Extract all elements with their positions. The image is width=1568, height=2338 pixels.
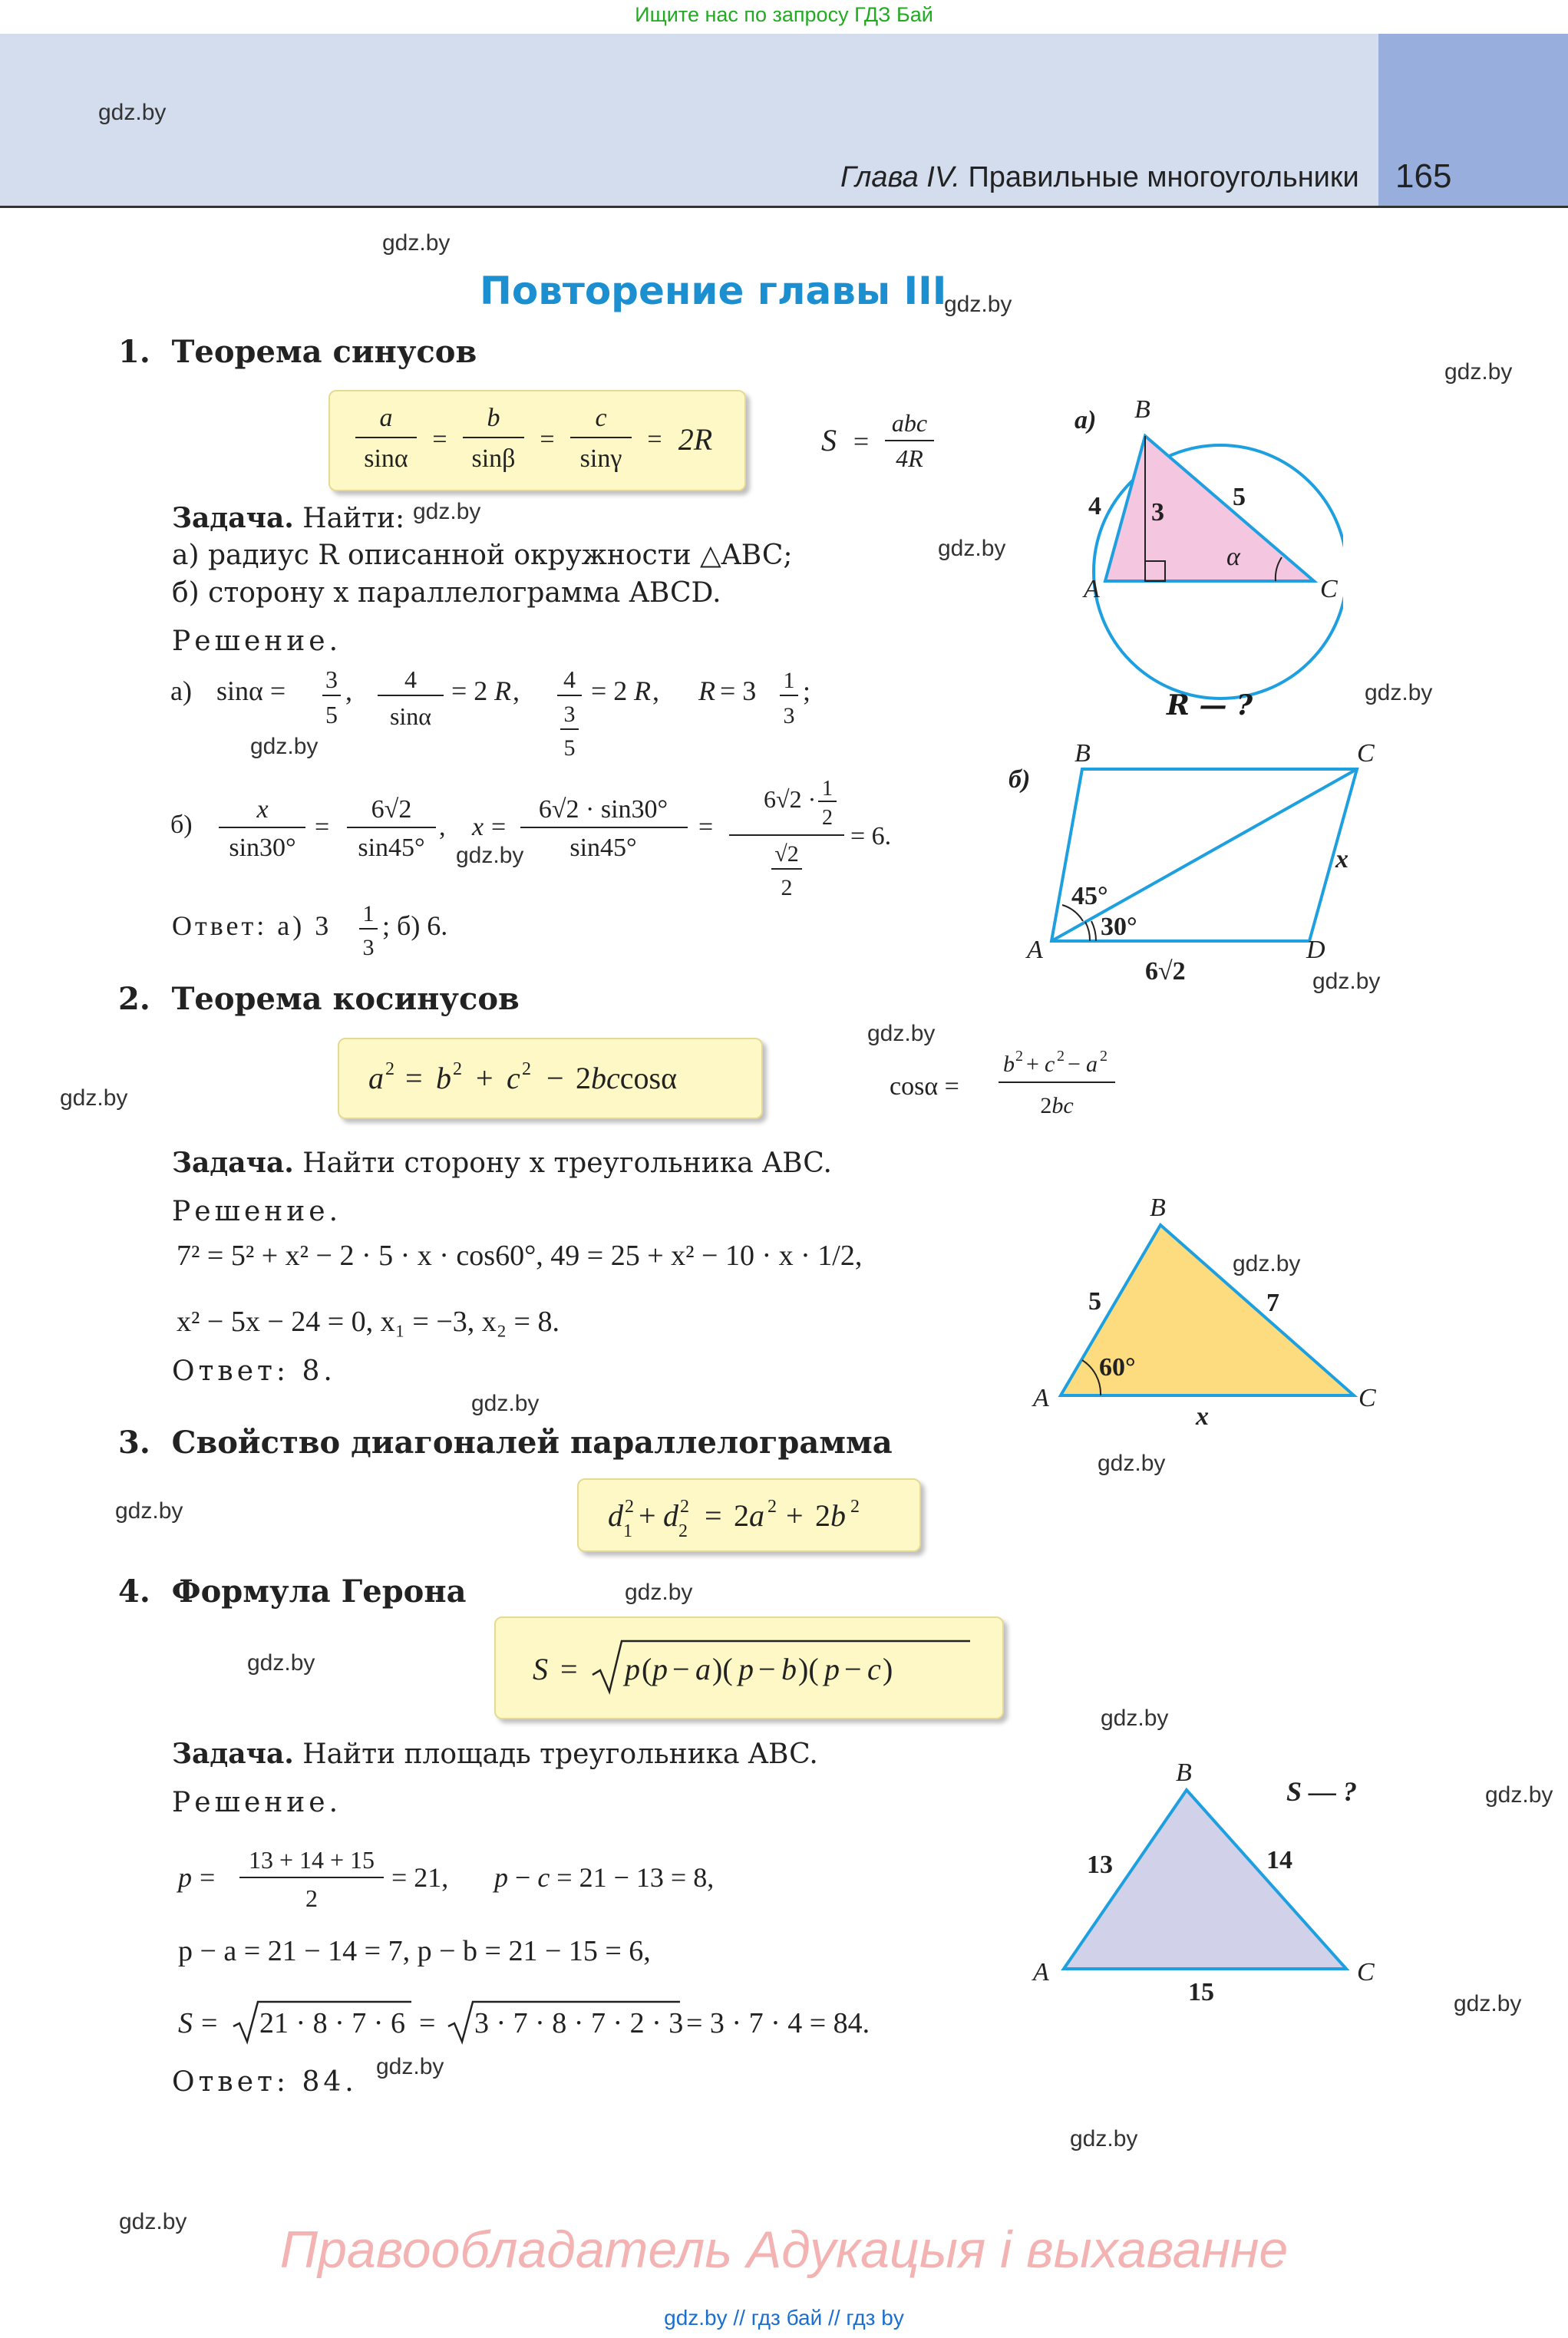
svg-text:+: + <box>476 1061 494 1095</box>
svg-text:2R: 2R <box>678 422 713 457</box>
svg-text:sinα: sinα <box>364 444 408 473</box>
svg-text:,: , <box>439 813 446 841</box>
svg-text:2a: 2a <box>734 1498 764 1533</box>
watermark: gdz.by <box>625 1580 693 1605</box>
bottom-links[interactable]: gdz.by // гдз бай // гдз by <box>664 2306 904 2330</box>
svg-text:2bccosα: 2bccosα <box>576 1061 678 1095</box>
task-1-item-a: а) радиус R описанной окружности △ABC; <box>172 540 793 571</box>
svg-text:=: = <box>201 2007 218 2039</box>
vertex-b: B <box>1176 1758 1192 1787</box>
svg-text:2: 2 <box>1100 1048 1108 1065</box>
svg-text:=: = <box>432 425 447 454</box>
svg-text:x: x <box>256 795 269 824</box>
watermark: gdz.by <box>938 536 1006 561</box>
header-rule <box>0 206 1568 208</box>
chapter-number: Глава IV. <box>840 161 960 193</box>
svg-text:p: p <box>178 1862 192 1893</box>
svg-text:−: − <box>844 1652 862 1686</box>
svg-text:−: − <box>672 1652 690 1686</box>
svg-text:=: = <box>560 1652 578 1686</box>
chapter-name: Правильные многоугольники <box>968 161 1359 193</box>
vertex-d: D <box>1306 936 1325 964</box>
svg-text:1: 1 <box>822 777 833 801</box>
svg-text:)(: )( <box>712 1652 733 1686</box>
svg-text:2: 2 <box>822 806 833 830</box>
watermark: gdz.by <box>1365 680 1433 705</box>
svg-text:,: , <box>345 675 352 706</box>
svg-text:c: c <box>595 404 607 432</box>
vertex-c: C <box>1320 575 1338 603</box>
svg-text:2: 2 <box>1015 1048 1023 1065</box>
watermark: gdz.by <box>1444 359 1513 385</box>
svg-text:2: 2 <box>678 1521 688 1541</box>
watermark: gdz.by <box>944 292 1012 317</box>
watermark: gdz.by <box>250 734 319 759</box>
svg-text:−: − <box>1068 1052 1081 1077</box>
section-1-heading <box>118 334 477 370</box>
cosine-theorem-formula <box>338 1038 760 1116</box>
svg-text:(: ( <box>642 1652 652 1686</box>
svg-text:R: R <box>698 675 715 706</box>
side-ab-label: 4 <box>1088 492 1101 520</box>
svg-text:p: p <box>625 1652 640 1686</box>
svg-text:= 3 · 7 · 4 = 84.: = 3 · 7 · 4 = 84. <box>686 2007 870 2039</box>
task-text: Найти площадь треугольника ABC. <box>302 1739 818 1770</box>
figure-label: а) <box>1074 406 1097 434</box>
svg-text:2: 2 <box>305 1884 318 1912</box>
svg-text:3 · 7 · 8 · 7 · 2 · 3: 3 · 7 · 8 · 7 · 2 · 3 <box>474 2007 684 2039</box>
svg-text:Ответ: а) 3: Ответ: а) 3 <box>172 910 332 941</box>
watermark: gdz.by <box>1070 2126 1138 2151</box>
svg-text:d: d <box>663 1498 678 1533</box>
side-bc-label: 5 <box>1233 483 1246 511</box>
svg-text:+: + <box>639 1498 656 1533</box>
watermark: gdz.by <box>413 499 481 524</box>
section-number: 3. <box>118 1425 150 1461</box>
triangle-area-formula <box>814 399 952 476</box>
svg-text:4: 4 <box>404 665 417 693</box>
angle-label: 60° <box>1099 1353 1136 1382</box>
svg-text:√2: √2 <box>774 841 799 867</box>
watermark: gdz.by <box>382 230 451 256</box>
top-search-note: Ищите нас по запросу ГДЗ Бай <box>635 3 933 26</box>
svg-text:= 2: = 2 <box>591 675 628 706</box>
side-ac-label: x <box>1196 1402 1209 1431</box>
watermark: gdz.by <box>1312 969 1381 994</box>
svg-text:x: x <box>472 813 484 841</box>
task-text: Найти: <box>302 503 405 534</box>
section-number: 1. <box>118 334 150 370</box>
solution-2-line-1: 7² = 5² + x² − 2 · 5 · x · cos60°, 49 = 25 + x² − 10 · x · 1/2, <box>177 1240 863 1272</box>
watermark: gdz.by <box>867 1021 936 1046</box>
svg-text:sinβ: sinβ <box>471 444 516 473</box>
svg-text:=: = <box>540 425 555 454</box>
svg-text:13 + 14 + 15: 13 + 14 + 15 <box>248 1846 375 1874</box>
solution-4-line-3 <box>173 1986 941 2056</box>
side-bc-label: 7 <box>1266 1289 1279 1317</box>
svg-text:1: 1 <box>362 901 375 926</box>
task-4-statement <box>172 1738 818 1770</box>
svg-text:3: 3 <box>563 702 576 727</box>
svg-text:4R: 4R <box>896 444 923 472</box>
vertex-b: B <box>1074 739 1091 768</box>
figure-parallelogram <box>1005 737 1405 998</box>
side-x-label: x <box>1335 845 1348 873</box>
svg-text:2: 2 <box>625 1497 634 1517</box>
side-ac-label: 15 <box>1188 1978 1214 2006</box>
solution-label: Решение. <box>172 626 342 657</box>
task-1-item-b: б) сторону x параллелограмма ABCD. <box>172 577 721 609</box>
answer-2: Ответ: 8. <box>172 1356 336 1387</box>
watermark: gdz.by <box>1098 1451 1166 1476</box>
svg-text:b: b <box>487 404 500 432</box>
svg-text:p: p <box>738 1652 754 1686</box>
watermark: gdz.by <box>98 100 167 125</box>
svg-text:4: 4 <box>563 665 576 693</box>
watermark: gdz.by <box>456 843 524 868</box>
section-number: 4. <box>118 1574 150 1610</box>
page-number: 165 <box>1395 157 1452 195</box>
figure-heron-triangle <box>1021 1750 1420 2011</box>
svg-text:6√2 ·: 6√2 · <box>764 785 817 813</box>
svg-text:2: 2 <box>453 1059 462 1079</box>
solution-4-line-1 <box>173 1834 803 1919</box>
sine-theorem-formula <box>328 390 743 488</box>
watermark: gdz.by <box>247 1650 315 1676</box>
task-label: Задача. <box>172 1147 294 1179</box>
svg-text:=: = <box>315 813 330 841</box>
watermark: gdz.by <box>1233 1251 1301 1276</box>
svg-text:a: a <box>1086 1052 1098 1077</box>
svg-text:3: 3 <box>325 665 338 693</box>
solution-1b-equations <box>169 768 936 906</box>
copyright-watermark: Правообладатель Адукацыя і выхаванне <box>279 2221 1289 2279</box>
heron-formula <box>494 1616 1001 1716</box>
svg-text:b: b <box>781 1652 797 1686</box>
svg-text:6√2 · sin30°: 6√2 · sin30° <box>538 795 668 824</box>
svg-text:=: = <box>698 813 714 841</box>
figure-circle-triangle <box>1051 384 1343 729</box>
svg-text:21 · 8 · 7 · 6: 21 · 8 · 7 · 6 <box>259 2007 405 2039</box>
svg-text:a: a <box>379 404 393 432</box>
watermark: gdz.by <box>115 1498 183 1524</box>
svg-text:S: S <box>533 1652 548 1686</box>
answer-4: Ответ: 84. <box>172 2066 358 2098</box>
vertex-a: A <box>1033 1384 1049 1412</box>
svg-text:2: 2 <box>850 1497 860 1517</box>
svg-text:2: 2 <box>781 875 793 900</box>
watermark: gdz.by <box>119 2209 187 2234</box>
svg-text:5: 5 <box>563 735 576 761</box>
svg-text:sin45°: sin45° <box>358 834 425 862</box>
svg-text:=: = <box>647 425 662 454</box>
svg-text:+: + <box>1026 1052 1039 1077</box>
svg-text:S: S <box>178 2007 193 2039</box>
svg-text:2: 2 <box>767 1497 777 1517</box>
vertex-c: C <box>1357 739 1375 768</box>
solution-1a-equations <box>169 662 898 769</box>
svg-text:R: R <box>634 675 651 706</box>
svg-text:sin45°: sin45° <box>569 834 637 862</box>
section-2-heading <box>118 981 520 1017</box>
svg-text:c: c <box>1045 1052 1055 1077</box>
svg-text:abc: abc <box>891 409 928 437</box>
angle-alpha-label: α <box>1226 543 1240 571</box>
svg-text:= 21,: = 21, <box>391 1862 449 1893</box>
watermark: gdz.by <box>1454 1991 1522 2016</box>
solution-2-line-2: x² − 5x − 24 = 0, x₁ = −3, x₂ = 8. <box>177 1306 560 1338</box>
svg-text:= 6.: = 6. <box>850 822 892 850</box>
section-title: Теорема косинусов <box>171 981 520 1017</box>
svg-text:= 3: = 3 <box>720 675 757 706</box>
svg-text:,: , <box>513 675 520 706</box>
svg-text:S: S <box>821 423 837 457</box>
svg-text:6√2: 6√2 <box>371 795 412 824</box>
svg-text:+: + <box>786 1498 804 1533</box>
base-label: 6√2 <box>1145 957 1186 986</box>
svg-text:sinα =: sinα = <box>216 675 286 706</box>
svg-text:2bc: 2bc <box>1040 1093 1074 1118</box>
watermark: gdz.by <box>376 2054 444 2079</box>
svg-text:=: = <box>705 1498 722 1533</box>
svg-text:2: 2 <box>522 1059 531 1079</box>
figure-label: б) <box>1008 765 1031 794</box>
svg-text:): ) <box>883 1652 893 1686</box>
watermark: gdz.by <box>471 1391 540 1416</box>
question-s: S — ? <box>1286 1776 1358 1807</box>
side-bc-label: 14 <box>1266 1846 1292 1874</box>
section-3-heading <box>118 1425 893 1461</box>
svg-text:p: p <box>652 1652 668 1686</box>
svg-text:d: d <box>608 1498 623 1533</box>
watermark: gdz.by <box>1101 1706 1169 1731</box>
page-title: Повторение главы III <box>480 269 947 313</box>
svg-text:=: = <box>200 1862 216 1893</box>
vertex-a: A <box>1027 936 1043 964</box>
svg-text:2b: 2b <box>815 1498 846 1533</box>
svg-text:−: − <box>546 1061 564 1095</box>
svg-text:2: 2 <box>1057 1048 1065 1065</box>
svg-text:1: 1 <box>623 1521 632 1541</box>
height-label: 3 <box>1151 498 1164 527</box>
section-title: Формула Герона <box>171 1574 467 1610</box>
section-title: Свойство диагоналей параллелограмма <box>171 1425 893 1461</box>
svg-text:=: = <box>405 1061 423 1095</box>
task-1-statement <box>172 502 404 534</box>
svg-text:,: , <box>652 675 659 706</box>
diagonals-formula <box>577 1478 918 1549</box>
svg-text:b: b <box>436 1061 451 1095</box>
svg-text:)(: )( <box>798 1652 819 1686</box>
svg-text:R: R <box>494 675 511 706</box>
task-label: Задача. <box>172 1738 294 1770</box>
vertex-c: C <box>1358 1384 1376 1412</box>
watermark: gdz.by <box>1485 1782 1553 1808</box>
section-title: Теорема синусов <box>171 334 477 370</box>
svg-text:; б) 6.: ; б) 6. <box>382 910 448 941</box>
vertex-b: B <box>1150 1194 1166 1222</box>
svg-text:=: = <box>491 813 507 841</box>
vertex-a: A <box>1033 1958 1049 1986</box>
svg-text:−: − <box>758 1652 776 1686</box>
solution-4-line-2: p − a = 21 − 14 = 7, p − b = 21 − 15 = 6, <box>178 1935 651 1967</box>
figure-cosine-triangle <box>1021 1182 1405 1443</box>
vertex-b: B <box>1134 395 1150 424</box>
chapter-title <box>840 161 1359 194</box>
task-text: Найти сторону x треугольника ABC. <box>302 1148 832 1179</box>
svg-text:c: c <box>867 1652 881 1686</box>
svg-text:5: 5 <box>325 701 338 728</box>
svg-text:cosα =: cosα = <box>890 1072 959 1101</box>
svg-text:;: ; <box>803 675 811 706</box>
svg-text:sinα: sinα <box>389 702 432 730</box>
angle-30-label: 30° <box>1101 913 1137 941</box>
side-ab-label: 5 <box>1088 1287 1101 1316</box>
svg-text:б): б) <box>170 811 193 839</box>
svg-text:=: = <box>853 426 870 457</box>
cosine-formula <box>886 1035 1163 1127</box>
watermark: gdz.by <box>60 1085 128 1111</box>
svg-text:b: b <box>1003 1052 1015 1077</box>
svg-text:sin30°: sin30° <box>229 834 296 862</box>
svg-text:sinγ: sinγ <box>579 444 622 473</box>
svg-text:p − c = 21 − 13 = 8,: p − c = 21 − 13 = 8, <box>494 1862 715 1893</box>
section-4-heading <box>118 1574 467 1610</box>
svg-text:3: 3 <box>783 703 795 728</box>
svg-text:1: 1 <box>783 668 795 693</box>
task-2-statement <box>172 1147 832 1179</box>
side-ab-label: 13 <box>1087 1851 1113 1879</box>
svg-text:2: 2 <box>385 1059 394 1079</box>
vertex-c: C <box>1357 1958 1375 1986</box>
svg-text:= 2: = 2 <box>451 675 488 706</box>
svg-text:2: 2 <box>680 1497 689 1517</box>
solution-label: Решение. <box>172 1196 342 1227</box>
svg-text:c: c <box>507 1061 520 1095</box>
vertex-a: A <box>1084 575 1100 603</box>
question-r: R — ? <box>1167 689 1253 722</box>
solution-label: Решение. <box>172 1787 342 1818</box>
svg-text:p: p <box>824 1652 840 1686</box>
svg-text:a: a <box>368 1061 384 1095</box>
svg-text:3: 3 <box>362 935 375 958</box>
angle-45-label: 45° <box>1071 882 1108 910</box>
section-number: 2. <box>118 981 150 1017</box>
svg-text:a: a <box>695 1652 711 1686</box>
task-label: Задача. <box>172 502 294 534</box>
svg-text:а): а) <box>170 675 192 706</box>
answer-1 <box>169 897 629 958</box>
svg-text:=: = <box>419 2007 436 2039</box>
